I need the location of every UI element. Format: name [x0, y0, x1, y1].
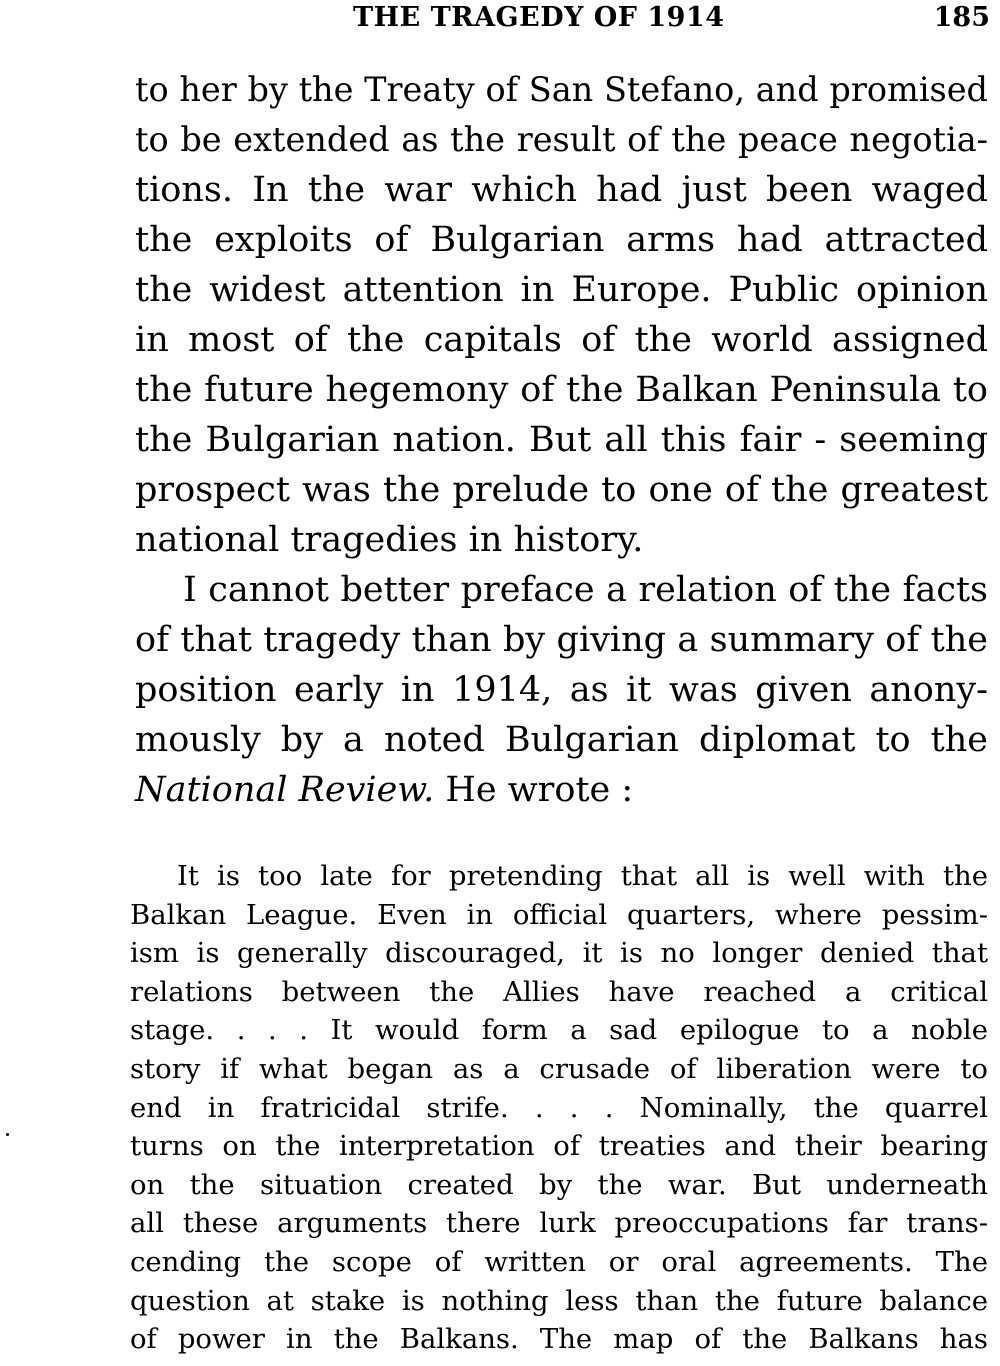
body-text: He wrote : — [434, 770, 634, 810]
body-line: the future hegemony of the Balkan Peninsula to — [135, 370, 988, 410]
body-line: position early in 1914, as it was given anony- — [135, 670, 988, 710]
quote-line: of power in the Balkans. The map of the Balkans has — [130, 1323, 988, 1356]
quote-line: all these arguments there lurk preoccupations far trans- — [130, 1207, 988, 1240]
body-line: national tragedies in history. — [135, 520, 644, 560]
quote-line: story if what began as a crusade of liberation were to — [130, 1052, 988, 1085]
block-quote — [130, 857, 988, 1359]
quote-line: question at stake is nothing less than the future balance — [130, 1284, 988, 1317]
quote-line: cending the scope of written or oral agreements. The — [130, 1245, 988, 1278]
quote-line: on the situation created by the war. But underneath — [130, 1168, 988, 1201]
quote-line: It is too late for pretending that all is well with the — [177, 860, 988, 892]
running-head — [135, 2, 990, 42]
body-line: prospect was the prelude to one of the greatest — [135, 470, 988, 510]
quote-line: turns on the interpretation of treaties and their bearing — [130, 1130, 988, 1163]
body-line — [135, 765, 988, 815]
body-line: tions. In the war which had just been waged — [135, 170, 988, 210]
body-line: the widest attention in Europe. Public opinion — [135, 270, 988, 310]
quote-line: ism is generally discouraged, it is no longer denied that — [130, 937, 988, 970]
page-number: 185 — [933, 2, 990, 33]
quote-line: end in fratricidal strife. . . . Nominally, the quarrel — [130, 1091, 988, 1124]
quote-line: stage. . . . It would form a sad epilogue to a noble — [130, 1014, 988, 1047]
quote-line: relations between the Allies have reached a critical — [130, 975, 988, 1008]
quote-line: Balkan League. Even in official quarters, where pessim- — [130, 898, 988, 931]
running-title: THE TRAGEDY OF 1914 — [353, 2, 725, 33]
body-line: mously by a noted Bulgarian diplomat to the — [135, 720, 988, 760]
body-line: to her by the Treaty of San Stefano, and promised — [135, 70, 988, 109]
body-line: the Bulgarian nation. But all this fair - seeming — [135, 420, 988, 460]
body-line: to be extended as the result of the peace negotia- — [135, 120, 988, 159]
body-line: of that tragedy than by giving a summary of the — [135, 620, 988, 660]
publication-title: National Review. — [135, 770, 435, 810]
body-line: the exploits of Bulgarian arms had attracted — [135, 220, 988, 260]
main-text — [135, 65, 988, 815]
scan-speck — [6, 1133, 9, 1136]
body-line: in most of the capitals of the world assigned — [135, 320, 988, 360]
body-line: I cannot better preface a relation of the facts — [183, 570, 988, 610]
